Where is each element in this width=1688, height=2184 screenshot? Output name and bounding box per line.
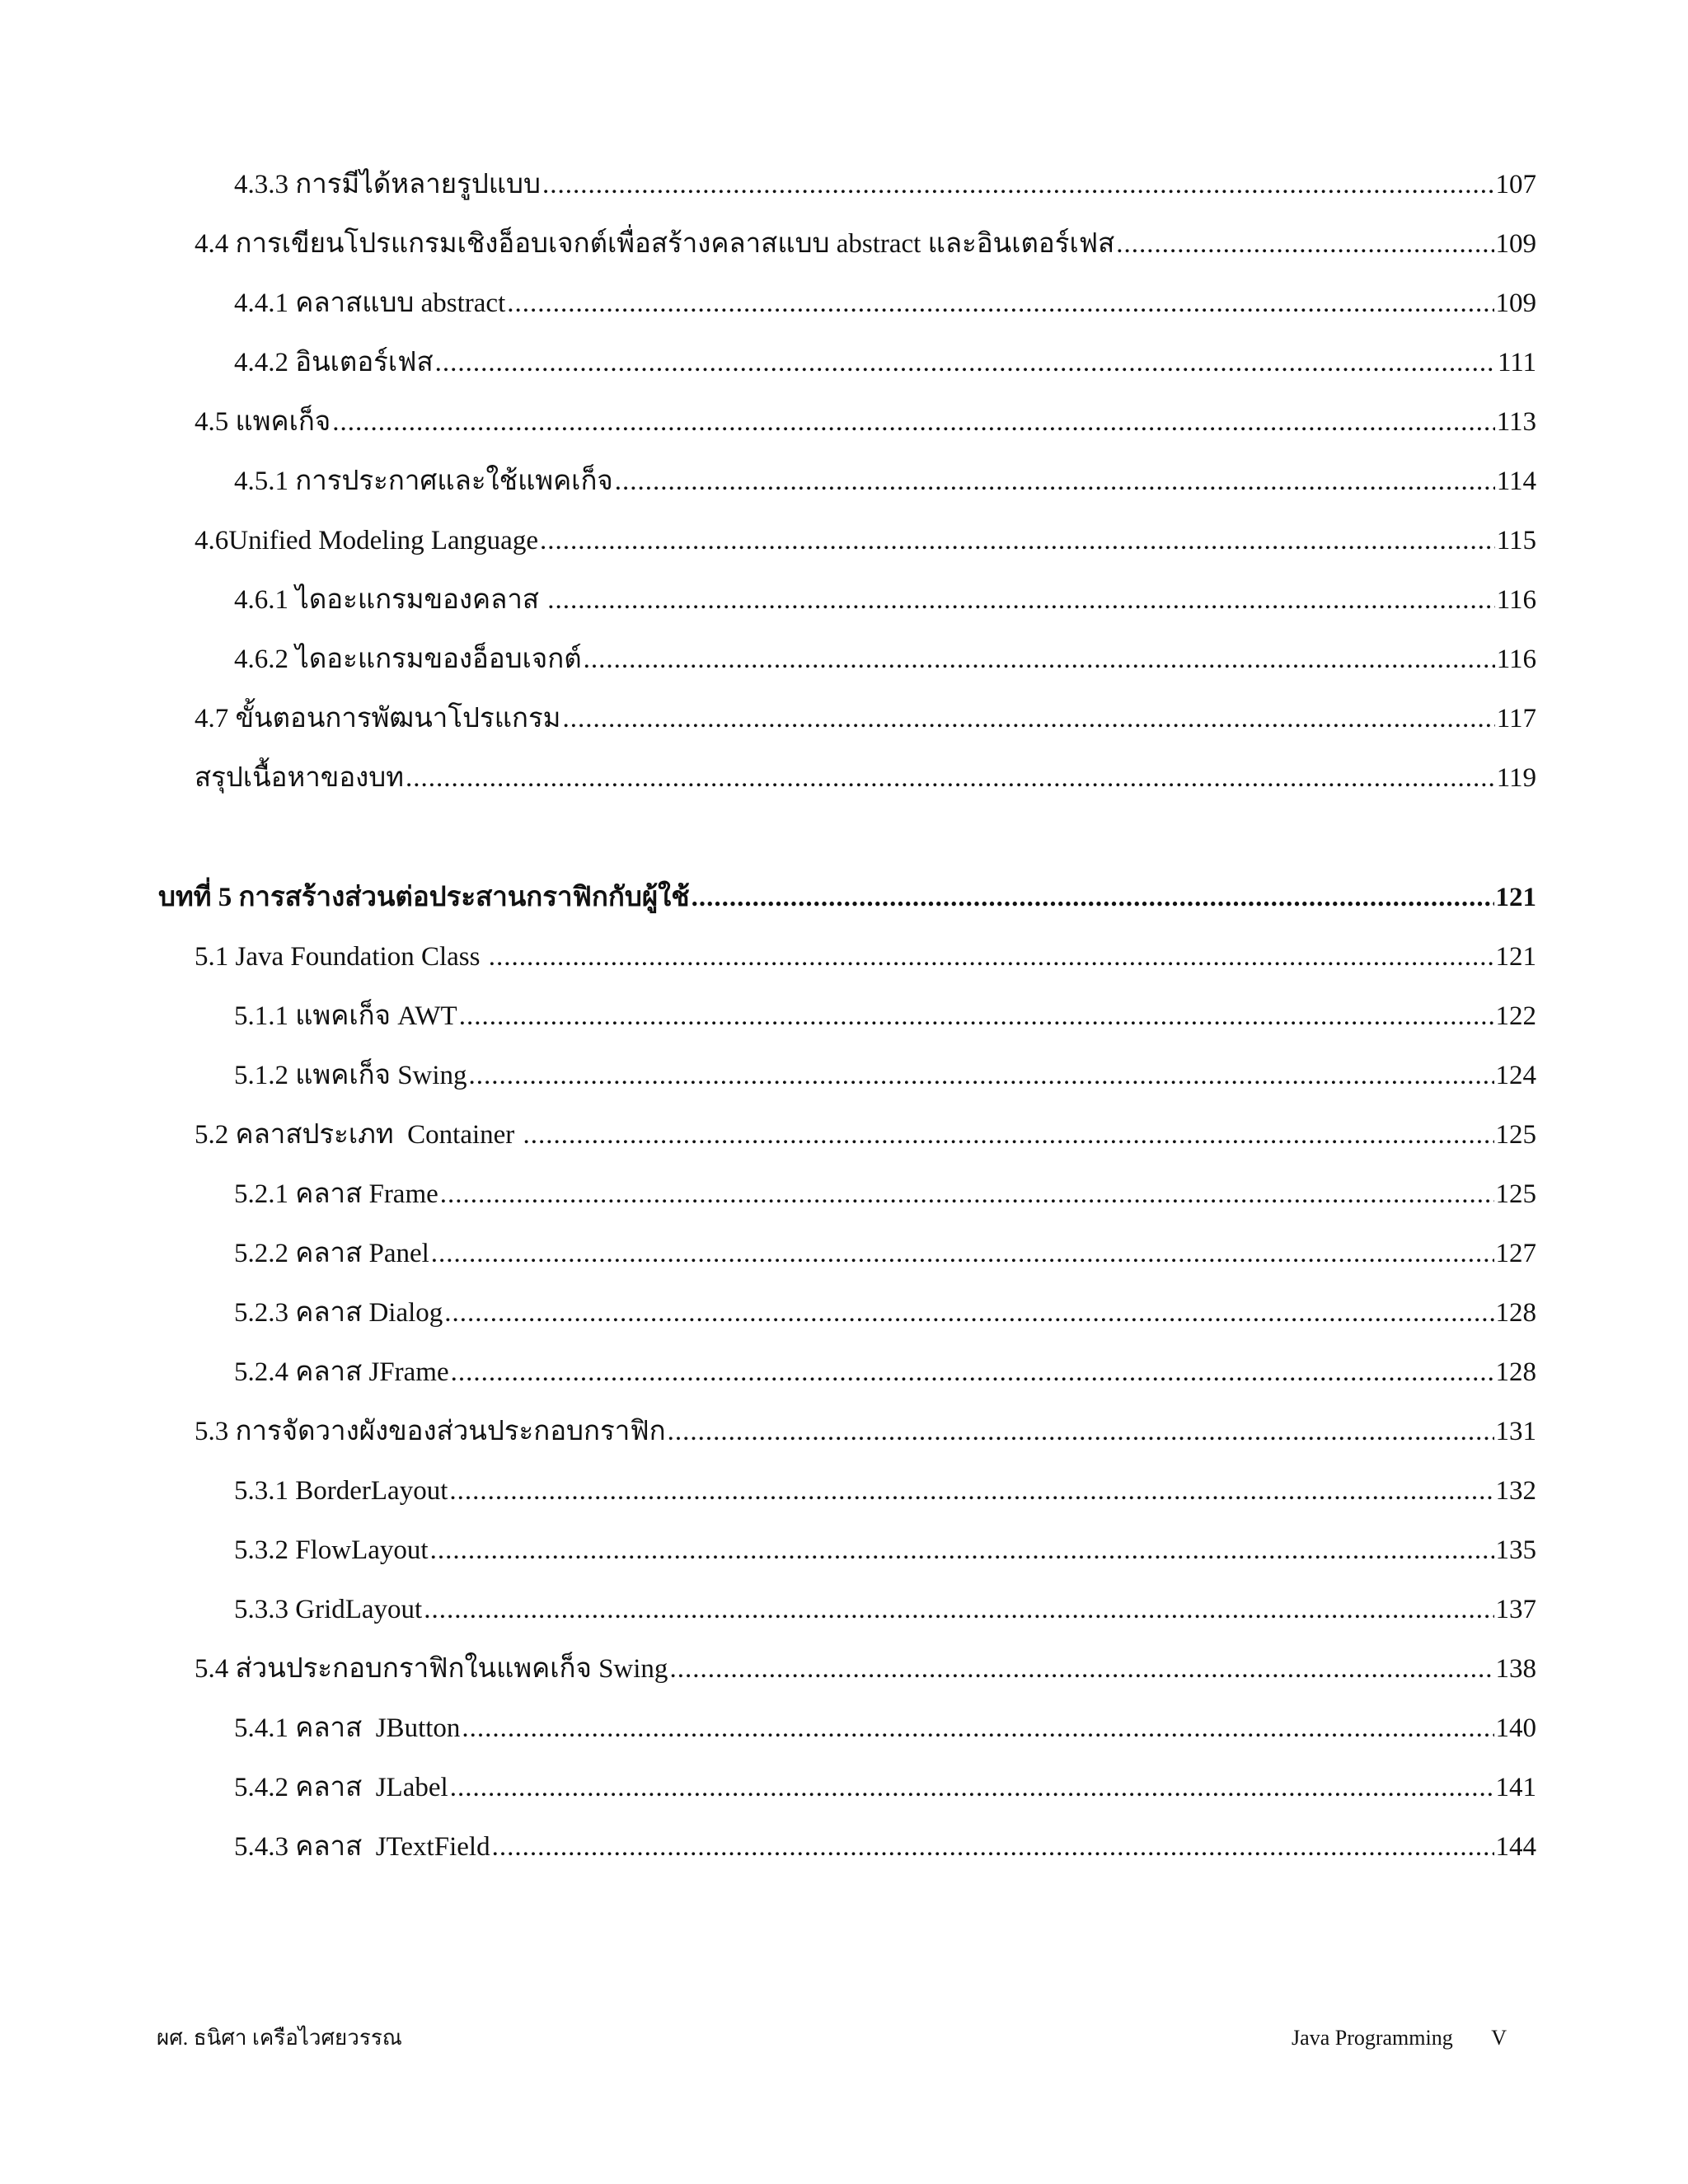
toc-entry-label: 5.4 ส่วนประกอบกราฟิกในแพคเก็จ Swing	[195, 1654, 668, 1684]
toc-entry-5-4-1[interactable]	[234, 1710, 1536, 1746]
toc-entry-page: 137	[1495, 1595, 1536, 1624]
footer-book-title: Java Programming	[1292, 2026, 1453, 2050]
toc-entry-label: 4.4 การเขียนโปรแกรมเชิงอ็อบเจกต์เพื่อสร้างคลาสแบบ abstract และอินเตอร์เฟส	[195, 229, 1115, 259]
toc-entry-page: 113	[1496, 407, 1536, 437]
dot-leader	[450, 1769, 1494, 1806]
toc-entry-label: 5.2.2 คลาส Panel	[234, 1239, 429, 1268]
toc-entry-page: 125	[1495, 1120, 1536, 1150]
dot-leader	[424, 1591, 1493, 1628]
dot-leader	[489, 939, 1494, 975]
dot-leader	[492, 1829, 1494, 1865]
toc-entry-5-3[interactable]	[195, 1413, 1536, 1450]
toc-entry-label: 5.2 คลาสประเภท Container	[195, 1120, 522, 1150]
toc-entry-4-5-1[interactable]	[234, 463, 1536, 499]
toc-entry-page: 141	[1495, 1773, 1536, 1802]
toc-entry-5-4-2[interactable]	[234, 1769, 1536, 1806]
toc-entry-page: 109	[1495, 229, 1536, 259]
toc-entry-page: 128	[1495, 1298, 1536, 1328]
toc-entry-label: 4.6.1 ไดอะแกรมของคลาส	[234, 585, 546, 615]
toc-entry-5-3-1[interactable]	[234, 1473, 1536, 1509]
toc-entry-label: 5.4.1 คลาส JButton	[234, 1713, 461, 1743]
toc-chapter-page: 121	[1495, 883, 1536, 912]
dot-leader	[444, 1295, 1493, 1331]
toc-entry-summary[interactable]	[195, 760, 1536, 796]
toc-entry-page: 111	[1497, 348, 1536, 377]
toc-entry-page: 117	[1496, 704, 1536, 733]
toc-entry-page: 131	[1495, 1417, 1536, 1446]
toc-entry-label: 5.1.2 แพคเก็จ Swing	[234, 1061, 467, 1090]
toc-entry-label: 4.3.3 การมีได้หลายรูปแบบ	[234, 170, 541, 199]
footer-page-number: V	[1491, 2026, 1507, 2050]
toc-entry-label: 5.2.1 คลาส Frame	[234, 1179, 438, 1209]
toc-entry-4-5[interactable]	[195, 404, 1536, 440]
toc-entry-page: 122	[1495, 1001, 1536, 1031]
page-footer	[157, 2023, 1507, 2053]
toc-entry-label: 4.4.2 อินเตอร์เฟส	[234, 348, 434, 377]
toc-entry-label: 5.3.1 BorderLayout	[234, 1476, 448, 1506]
dot-leader	[523, 1117, 1494, 1153]
toc-entry-label: 4.7 ขั้นตอนการพัฒนาโปรแกรม	[195, 704, 561, 733]
toc-entry-page: 119	[1496, 763, 1536, 793]
dot-leader	[435, 344, 1496, 381]
footer-author: ผศ. ธนิศา เครือไวศยวรรณ	[157, 2026, 402, 2050]
toc-entry-5-1-2[interactable]	[234, 1057, 1536, 1094]
toc-entry-label: 5.4.3 คลาส JTextField	[234, 1832, 490, 1862]
toc-entry-4-7[interactable]	[195, 701, 1536, 737]
toc-entry-page: 135	[1495, 1535, 1536, 1565]
toc-entry-5-3-3[interactable]	[234, 1591, 1536, 1628]
dot-leader	[692, 879, 1494, 916]
toc-entry-label: 5.3.2 FlowLayout	[234, 1535, 429, 1565]
toc-entry-page: 116	[1496, 585, 1536, 615]
toc-entry-page: 144	[1495, 1832, 1536, 1862]
dot-leader	[469, 1057, 1494, 1094]
dot-leader	[449, 1473, 1493, 1509]
dot-leader	[584, 641, 1495, 677]
toc-entry-page: 132	[1495, 1476, 1536, 1506]
toc-entry-5-2-1[interactable]	[234, 1176, 1536, 1212]
dot-leader	[547, 582, 1494, 618]
toc-entry-5-2-3[interactable]	[234, 1295, 1536, 1331]
toc-entry-4-6[interactable]	[195, 523, 1536, 559]
toc-entry-page: 109	[1495, 288, 1536, 318]
dot-leader	[615, 463, 1495, 499]
toc-entry-label: 5.1 Java Foundation Class	[195, 942, 487, 972]
toc-entry-4-6-2[interactable]	[234, 641, 1536, 677]
toc-entry-5-4-3[interactable]	[234, 1829, 1536, 1865]
toc-entry-label: 5.3.3 GridLayout	[234, 1595, 423, 1624]
toc-entry-label: 5.4.2 คลาส JLabel	[234, 1773, 448, 1802]
dot-leader	[669, 1651, 1493, 1687]
toc-entry-4-6-1[interactable]	[234, 582, 1536, 618]
toc-entry-4-3-3[interactable]	[234, 166, 1536, 203]
toc-entry-5-2[interactable]	[195, 1117, 1536, 1153]
dot-leader	[332, 404, 1495, 440]
toc-entry-4-4[interactable]	[195, 226, 1536, 262]
toc-entry-page: 140	[1495, 1713, 1536, 1743]
toc-chapter-label: บทที่ 5 การสร้างส่วนต่อประสานกราฟิกกับผู้ใช้	[158, 883, 690, 912]
toc-entry-page: 125	[1495, 1179, 1536, 1209]
dot-leader	[440, 1176, 1494, 1212]
dot-leader	[1116, 226, 1493, 262]
toc-entry-label: 5.3 การจัดวางผังของส่วนประกอบกราฟิก	[195, 1417, 666, 1446]
dot-leader	[451, 1354, 1494, 1390]
toc-entry-label: สรุปเนื้อหาของบท	[195, 763, 404, 793]
toc-entry-page: 124	[1495, 1061, 1536, 1090]
toc-entry-4-4-2[interactable]	[234, 344, 1536, 381]
toc-entry-page: 114	[1496, 466, 1536, 496]
dot-leader	[542, 166, 1494, 203]
toc-entry-label: 5.2.3 คลาส Dialog	[234, 1298, 443, 1328]
dot-leader	[540, 523, 1495, 559]
toc-entry-label: 5.1.1 แพคเก็จ AWT	[234, 1001, 457, 1031]
toc-entry-5-1[interactable]	[195, 939, 1536, 975]
dot-leader	[668, 1413, 1494, 1450]
toc-entry-page: 107	[1495, 170, 1536, 199]
toc-entry-page: 138	[1495, 1654, 1536, 1684]
toc-entry-page: 121	[1495, 942, 1536, 972]
toc-entry-label: 4.5.1 การประกาศและใช้แพคเก็จ	[234, 466, 613, 496]
footer-right	[1292, 2023, 1507, 2053]
dot-leader	[562, 701, 1494, 737]
toc-entry-label: 4.6Unified Modeling Language	[195, 526, 538, 555]
toc-entry-page: 115	[1496, 526, 1536, 555]
toc-entry-page: 127	[1495, 1239, 1536, 1268]
toc-entry-label: 4.4.1 คลาสแบบ abstract	[234, 288, 506, 318]
toc-entry-5-3-2[interactable]	[234, 1532, 1536, 1568]
dot-leader	[430, 1532, 1494, 1568]
toc-entry-label: 4.5 แพคเก็จ	[195, 407, 331, 437]
dot-leader	[507, 285, 1493, 321]
toc-chapter-5[interactable]	[158, 879, 1536, 916]
toc-entry-label: 5.2.4 คลาส JFrame	[234, 1357, 449, 1387]
toc-entry-label: 4.6.2 ไดอะแกรมของอ็อบเจกต์	[234, 644, 582, 674]
dot-leader	[406, 760, 1495, 796]
toc-entry-5-2-2[interactable]	[234, 1235, 1536, 1272]
toc-entry-page: 116	[1496, 644, 1536, 674]
toc-entry-5-1-1[interactable]	[234, 998, 1536, 1034]
toc-entry-5-2-4[interactable]	[234, 1354, 1536, 1390]
toc-entry-5-4[interactable]	[195, 1651, 1536, 1687]
dot-leader	[459, 998, 1494, 1034]
toc-entry-4-4-1[interactable]	[234, 285, 1536, 321]
dot-leader	[431, 1235, 1494, 1272]
dot-leader	[462, 1710, 1493, 1746]
toc-entry-page: 128	[1495, 1357, 1536, 1387]
